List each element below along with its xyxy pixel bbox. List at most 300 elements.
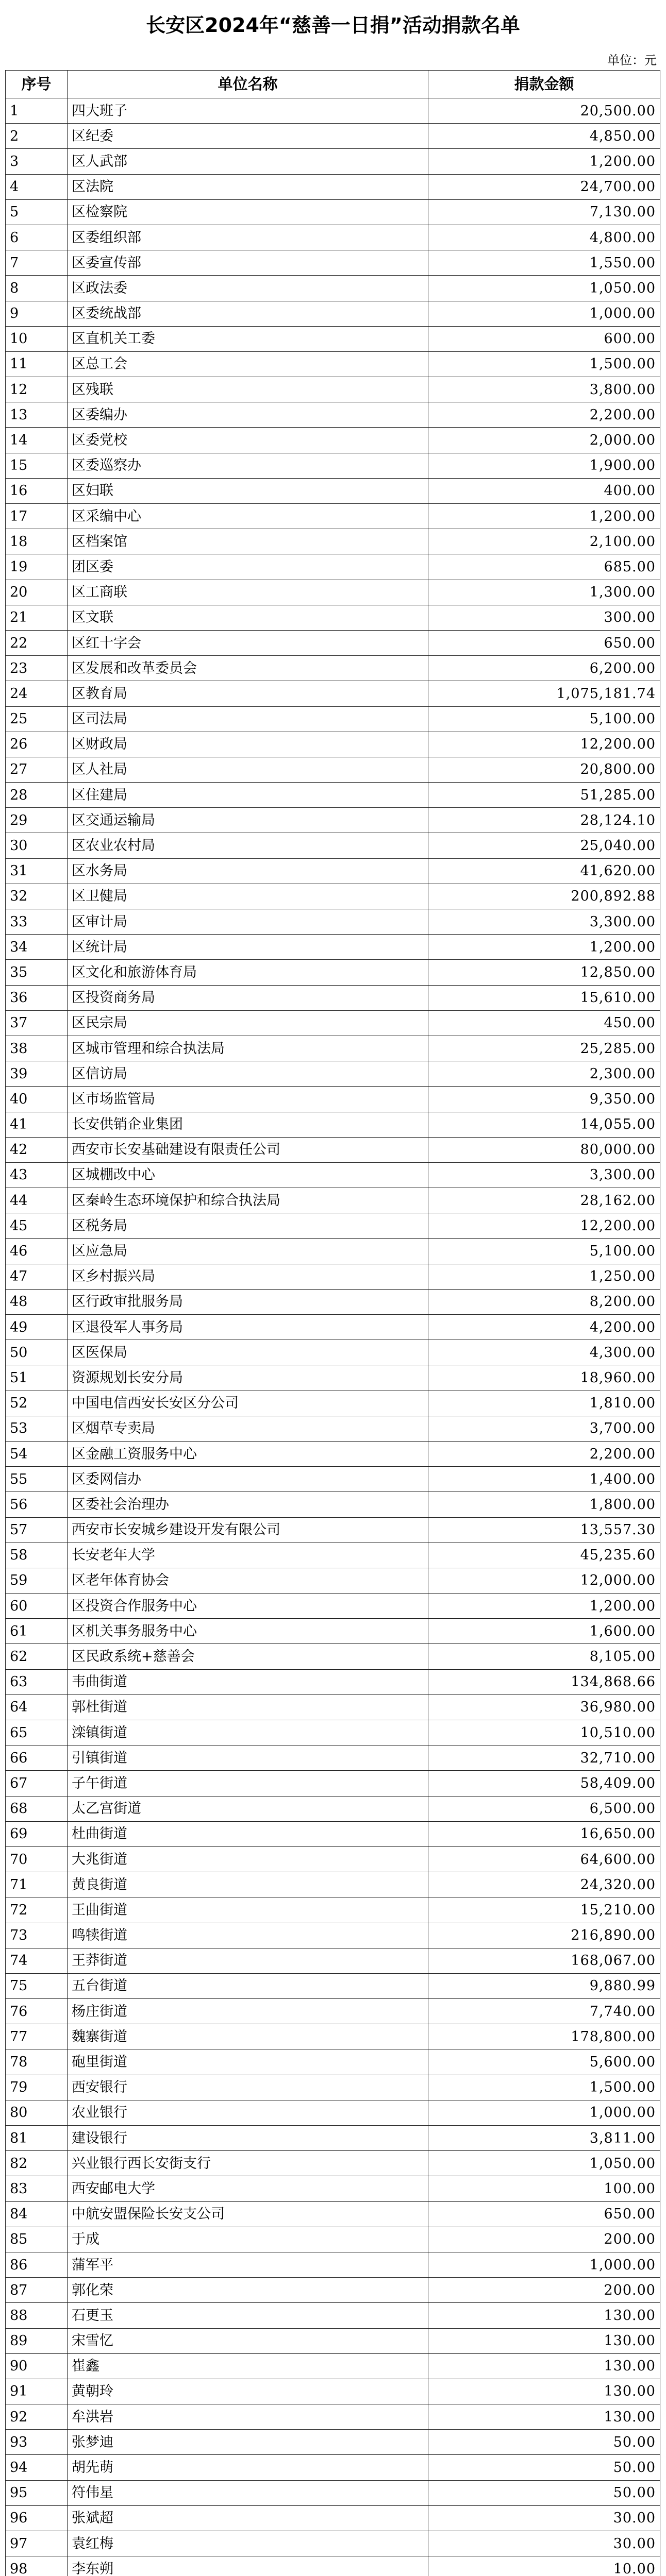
- table-row: [6, 706, 660, 732]
- table-row: [6, 301, 660, 326]
- row-amount: 8,105.00: [428, 1644, 660, 1669]
- table-row: [6, 1897, 660, 1923]
- row-amount: 80,000.00: [428, 1137, 660, 1162]
- table-row: [6, 2353, 660, 2379]
- row-amount: 16,650.00: [428, 1821, 660, 1846]
- row-name: 王曲街道: [68, 1897, 428, 1923]
- row-name: 区民政系统+慈善会: [68, 1644, 428, 1669]
- row-seq: 83: [6, 2176, 68, 2201]
- table-row: [6, 326, 660, 351]
- row-seq: 76: [6, 1999, 68, 2024]
- row-amount: 1,200.00: [428, 935, 660, 960]
- table-row: [6, 605, 660, 630]
- row-seq: 90: [6, 2353, 68, 2379]
- row-amount: 1,800.00: [428, 1492, 660, 1517]
- table-row: [6, 909, 660, 935]
- row-amount: 50.00: [428, 2455, 660, 2480]
- row-amount: 5,100.00: [428, 1239, 660, 1264]
- row-amount: 1,050.00: [428, 276, 660, 301]
- row-amount: 1,500.00: [428, 2075, 660, 2100]
- row-name: 区委党校: [68, 428, 428, 453]
- row-name: 区烟草专卖局: [68, 1416, 428, 1441]
- table-row: [6, 1010, 660, 1036]
- row-seq: 34: [6, 935, 68, 960]
- table-row: [6, 2430, 660, 2455]
- table-row: [6, 2556, 660, 2576]
- row-amount: 3,700.00: [428, 1416, 660, 1441]
- row-amount: 130.00: [428, 2353, 660, 2379]
- row-amount: 2,000.00: [428, 428, 660, 453]
- row-seq: 77: [6, 2024, 68, 2049]
- table-row: [6, 1619, 660, 1644]
- row-amount: 45,235.60: [428, 1543, 660, 1568]
- row-seq: 59: [6, 1568, 68, 1593]
- row-name: 兴业银行西长安街支行: [68, 2151, 428, 2176]
- row-name: 韦曲街道: [68, 1669, 428, 1694]
- row-name: 郭杜街道: [68, 1694, 428, 1720]
- row-amount: 64,600.00: [428, 1846, 660, 1872]
- row-amount: 6,500.00: [428, 1796, 660, 1821]
- table-row: [6, 554, 660, 580]
- row-seq: 94: [6, 2455, 68, 2480]
- row-amount: 1,400.00: [428, 1467, 660, 1492]
- row-name: 区纪委: [68, 124, 428, 149]
- header-seq: 序号: [6, 71, 68, 98]
- table-row: [6, 1973, 660, 1998]
- row-seq: 47: [6, 1264, 68, 1289]
- table-row: [6, 1315, 660, 1340]
- row-name: 区交通运输局: [68, 808, 428, 833]
- row-name: 滦镇街道: [68, 1720, 428, 1745]
- table-row: [6, 1543, 660, 1568]
- row-name: 崔鑫: [68, 2353, 428, 2379]
- table-row: [6, 656, 660, 681]
- row-name: 魏寨街道: [68, 2024, 428, 2049]
- table-row: [6, 2151, 660, 2176]
- row-seq: 20: [6, 580, 68, 605]
- row-name: 区档案馆: [68, 529, 428, 554]
- table-row: [6, 1416, 660, 1441]
- row-amount: 650.00: [428, 2201, 660, 2227]
- row-amount: 50.00: [428, 2480, 660, 2505]
- row-name: 区人武部: [68, 149, 428, 174]
- row-seq: 95: [6, 2480, 68, 2505]
- row-seq: 38: [6, 1036, 68, 1061]
- row-name: 区采编中心: [68, 504, 428, 529]
- row-name: 区退役军人事务局: [68, 1315, 428, 1340]
- row-seq: 21: [6, 605, 68, 630]
- row-seq: 4: [6, 174, 68, 199]
- row-amount: 10,510.00: [428, 1720, 660, 1745]
- row-amount: 8,200.00: [428, 1289, 660, 1314]
- row-name: 区委编办: [68, 402, 428, 428]
- row-name: 区红十字会: [68, 630, 428, 655]
- table-row: [6, 2455, 660, 2480]
- row-amount: 685.00: [428, 554, 660, 580]
- table-row: [6, 2278, 660, 2303]
- table-row: [6, 225, 660, 250]
- row-name: 区乡村振兴局: [68, 1264, 428, 1289]
- row-amount: 6,200.00: [428, 656, 660, 681]
- table-row: [6, 2201, 660, 2227]
- row-amount: 2,300.00: [428, 1061, 660, 1087]
- row-amount: 20,500.00: [428, 98, 660, 124]
- table-row: [6, 1568, 660, 1593]
- row-seq: 35: [6, 960, 68, 985]
- row-amount: 4,850.00: [428, 124, 660, 149]
- row-amount: 2,100.00: [428, 529, 660, 554]
- row-amount: 130.00: [428, 2328, 660, 2353]
- table-row: [6, 478, 660, 503]
- table-row: [6, 199, 660, 225]
- row-name: 石更玉: [68, 2303, 428, 2328]
- table-row: [6, 580, 660, 605]
- row-name: 区信访局: [68, 1061, 428, 1087]
- page-title: 长安区2024年“慈善一日捐”活动捐款名单: [146, 14, 520, 37]
- row-name: 区水务局: [68, 858, 428, 884]
- row-name: 区金融工资服务中心: [68, 1441, 428, 1466]
- table-row: [6, 402, 660, 428]
- row-name: 区教育局: [68, 681, 428, 706]
- row-name: 区委统战部: [68, 301, 428, 326]
- row-amount: 15,210.00: [428, 1897, 660, 1923]
- row-name: 区老年体育协会: [68, 1568, 428, 1593]
- row-name: 四大班子: [68, 98, 428, 124]
- row-name: 建设银行: [68, 2126, 428, 2151]
- table-row: [6, 2100, 660, 2125]
- row-amount: 12,200.00: [428, 732, 660, 757]
- row-seq: 86: [6, 2252, 68, 2277]
- table-row: [6, 1745, 660, 1771]
- table-row: [6, 1594, 660, 1619]
- row-name: 李东朔: [68, 2556, 428, 2576]
- row-amount: 7,740.00: [428, 1999, 660, 2024]
- row-seq: 45: [6, 1213, 68, 1239]
- row-seq: 1: [6, 98, 68, 124]
- header-name: 单位名称: [68, 71, 428, 98]
- row-name: 农业银行: [68, 2100, 428, 2125]
- table-row: [6, 808, 660, 833]
- table-row: [6, 985, 660, 1010]
- row-name: 区总工会: [68, 351, 428, 377]
- table-row: [6, 2176, 660, 2201]
- row-amount: 1,075,181.74: [428, 681, 660, 706]
- row-seq: 31: [6, 858, 68, 884]
- row-name: 区司法局: [68, 706, 428, 732]
- row-name: 大兆街道: [68, 1846, 428, 1872]
- row-seq: 85: [6, 2227, 68, 2252]
- row-amount: 12,200.00: [428, 1213, 660, 1239]
- table-row: [6, 351, 660, 377]
- row-amount: 400.00: [428, 478, 660, 503]
- row-seq: 7: [6, 250, 68, 276]
- table-row: [6, 1239, 660, 1264]
- table-row: [6, 1669, 660, 1694]
- row-name: 符伟星: [68, 2480, 428, 2505]
- row-name: 西安市长安城乡建设开发有限公司: [68, 1517, 428, 1543]
- row-seq: 32: [6, 884, 68, 909]
- row-name: 长安供销企业集团: [68, 1112, 428, 1137]
- row-seq: 49: [6, 1315, 68, 1340]
- row-seq: 98: [6, 2556, 68, 2576]
- row-seq: 64: [6, 1694, 68, 1720]
- row-name: 杨庄街道: [68, 1999, 428, 2024]
- row-seq: 14: [6, 428, 68, 453]
- table-row: [6, 1467, 660, 1492]
- row-name: 区文化和旅游体育局: [68, 960, 428, 985]
- row-seq: 27: [6, 757, 68, 782]
- row-amount: 24,320.00: [428, 1872, 660, 1897]
- donation-table: [5, 70, 660, 2576]
- table-row: [6, 681, 660, 706]
- row-seq: 2: [6, 124, 68, 149]
- row-name: 区委社会治理办: [68, 1492, 428, 1517]
- row-name: 区政法委: [68, 276, 428, 301]
- table-row: [6, 428, 660, 453]
- table-row: [6, 1694, 660, 1720]
- table-row: [6, 1188, 660, 1213]
- table-row: [6, 2480, 660, 2505]
- row-name: 区委巡察办: [68, 453, 428, 478]
- row-amount: 650.00: [428, 630, 660, 655]
- row-name: 区检察院: [68, 199, 428, 225]
- row-name: 区卫健局: [68, 884, 428, 909]
- table-row: [6, 1340, 660, 1365]
- table-row: [6, 504, 660, 529]
- row-seq: 71: [6, 1872, 68, 1897]
- table-row: [6, 1796, 660, 1821]
- row-seq: 41: [6, 1112, 68, 1137]
- row-name: 区人社局: [68, 757, 428, 782]
- row-name: 资源规划长安分局: [68, 1365, 428, 1391]
- row-seq: 91: [6, 2379, 68, 2404]
- row-name: 区应急局: [68, 1239, 428, 1264]
- row-name: 王莽街道: [68, 1948, 428, 1973]
- row-seq: 9: [6, 301, 68, 326]
- row-amount: 1,000.00: [428, 2100, 660, 2125]
- table-row: [6, 1162, 660, 1188]
- table-row: [6, 2075, 660, 2100]
- table-body: [6, 98, 660, 2576]
- table-row: [6, 2404, 660, 2430]
- row-name: 西安市长安基础建设有限责任公司: [68, 1137, 428, 1162]
- row-seq: 68: [6, 1796, 68, 1821]
- row-amount: 178,800.00: [428, 2024, 660, 2049]
- row-seq: 84: [6, 2201, 68, 2227]
- row-seq: 39: [6, 1061, 68, 1087]
- row-seq: 96: [6, 2505, 68, 2531]
- row-seq: 37: [6, 1010, 68, 1036]
- row-name: 黄朝玲: [68, 2379, 428, 2404]
- row-amount: 30.00: [428, 2505, 660, 2531]
- row-seq: 50: [6, 1340, 68, 1365]
- row-amount: 14,055.00: [428, 1112, 660, 1137]
- row-seq: 89: [6, 2328, 68, 2353]
- table-row: [6, 732, 660, 757]
- row-seq: 65: [6, 1720, 68, 1745]
- row-name: 区审计局: [68, 909, 428, 935]
- row-amount: 4,800.00: [428, 225, 660, 250]
- row-seq: 30: [6, 833, 68, 858]
- table-row: [6, 1872, 660, 1897]
- table-row: [6, 1999, 660, 2024]
- row-amount: 1,550.00: [428, 250, 660, 276]
- row-seq: 19: [6, 554, 68, 580]
- table-row: [6, 1289, 660, 1314]
- table-row: [6, 2024, 660, 2049]
- table-row: [6, 2252, 660, 2277]
- table-row: [6, 174, 660, 199]
- row-name: 区秦岭生态环境保护和综合执法局: [68, 1188, 428, 1213]
- table-row: [6, 858, 660, 884]
- table-row: [6, 884, 660, 909]
- row-amount: 168,067.00: [428, 1948, 660, 1973]
- row-name: 区民宗局: [68, 1010, 428, 1036]
- row-name: 区统计局: [68, 935, 428, 960]
- row-seq: 55: [6, 1467, 68, 1492]
- table-row: [6, 124, 660, 149]
- row-amount: 2,200.00: [428, 1441, 660, 1466]
- table-row: [6, 833, 660, 858]
- table-row: [6, 1771, 660, 1796]
- row-seq: 48: [6, 1289, 68, 1314]
- row-amount: 25,040.00: [428, 833, 660, 858]
- row-amount: 2,200.00: [428, 402, 660, 428]
- row-name: 区投资商务局: [68, 985, 428, 1010]
- row-name: 区法院: [68, 174, 428, 199]
- table-row: [6, 2049, 660, 2075]
- row-seq: 78: [6, 2049, 68, 2075]
- table-row: [6, 960, 660, 985]
- row-seq: 63: [6, 1669, 68, 1694]
- row-seq: 3: [6, 149, 68, 174]
- table-row: [6, 377, 660, 402]
- row-amount: 28,162.00: [428, 1188, 660, 1213]
- row-seq: 6: [6, 225, 68, 250]
- row-name: 中国电信西安长安区分公司: [68, 1391, 428, 1416]
- row-seq: 18: [6, 529, 68, 554]
- row-name: 区委组织部: [68, 225, 428, 250]
- table-row: [6, 1821, 660, 1846]
- row-amount: 1,810.00: [428, 1391, 660, 1416]
- row-name: 区医保局: [68, 1340, 428, 1365]
- table-row: [6, 1644, 660, 1669]
- table-row: [6, 276, 660, 301]
- row-name: 区直机关工委: [68, 326, 428, 351]
- row-seq: 61: [6, 1619, 68, 1644]
- row-amount: 5,100.00: [428, 706, 660, 732]
- row-amount: 36,980.00: [428, 1694, 660, 1720]
- row-seq: 93: [6, 2430, 68, 2455]
- row-seq: 12: [6, 377, 68, 402]
- table-row: [6, 630, 660, 655]
- table-row: [6, 2531, 660, 2556]
- row-name: 长安老年大学: [68, 1543, 428, 1568]
- row-amount: 1,300.00: [428, 580, 660, 605]
- row-name: 区城棚改中心: [68, 1162, 428, 1188]
- table-row: [6, 1391, 660, 1416]
- table-row: [6, 1061, 660, 1087]
- row-amount: 1,500.00: [428, 351, 660, 377]
- table-row: [6, 2303, 660, 2328]
- row-name: 五台街道: [68, 1973, 428, 1998]
- row-amount: 200.00: [428, 2278, 660, 2303]
- row-amount: 32,710.00: [428, 1745, 660, 1771]
- row-seq: 15: [6, 453, 68, 478]
- row-name: 区委网信办: [68, 1467, 428, 1492]
- row-name: 西安银行: [68, 2075, 428, 2100]
- row-seq: 75: [6, 1973, 68, 1998]
- table-row: [6, 1264, 660, 1289]
- row-amount: 58,409.00: [428, 1771, 660, 1796]
- row-name: 中航安盟保险长安支公司: [68, 2201, 428, 2227]
- row-seq: 72: [6, 1897, 68, 1923]
- table-row: [6, 783, 660, 808]
- row-amount: 1,050.00: [428, 2151, 660, 2176]
- row-seq: 52: [6, 1391, 68, 1416]
- row-name: 张梦迪: [68, 2430, 428, 2455]
- table-row: [6, 1846, 660, 1872]
- row-seq: 87: [6, 2278, 68, 2303]
- row-seq: 33: [6, 909, 68, 935]
- row-name: 袁红梅: [68, 2531, 428, 2556]
- row-seq: 58: [6, 1543, 68, 1568]
- row-amount: 216,890.00: [428, 1923, 660, 1948]
- row-seq: 70: [6, 1846, 68, 1872]
- row-amount: 30.00: [428, 2531, 660, 2556]
- row-name: 区行政审批服务局: [68, 1289, 428, 1314]
- row-name: 区机关事务服务中心: [68, 1619, 428, 1644]
- table-row: [6, 1213, 660, 1239]
- table-row: [6, 2126, 660, 2151]
- row-name: 区财政局: [68, 732, 428, 757]
- row-seq: 60: [6, 1594, 68, 1619]
- table-row: [6, 453, 660, 478]
- row-amount: 1,200.00: [428, 1594, 660, 1619]
- row-name: 区工商联: [68, 580, 428, 605]
- row-seq: 74: [6, 1948, 68, 1973]
- row-seq: 54: [6, 1441, 68, 1466]
- row-seq: 57: [6, 1517, 68, 1543]
- row-name: 区农业农村局: [68, 833, 428, 858]
- row-amount: 3,800.00: [428, 377, 660, 402]
- row-amount: 1,600.00: [428, 1619, 660, 1644]
- row-seq: 73: [6, 1923, 68, 1948]
- row-seq: 40: [6, 1087, 68, 1112]
- row-seq: 23: [6, 656, 68, 681]
- row-seq: 88: [6, 2303, 68, 2328]
- row-seq: 10: [6, 326, 68, 351]
- row-amount: 5,600.00: [428, 2049, 660, 2075]
- row-name: 区委宣传部: [68, 250, 428, 276]
- row-seq: 56: [6, 1492, 68, 1517]
- row-amount: 18,960.00: [428, 1365, 660, 1391]
- row-name: 砲里街道: [68, 2049, 428, 2075]
- row-seq: 16: [6, 478, 68, 503]
- row-seq: 69: [6, 1821, 68, 1846]
- row-amount: 100.00: [428, 2176, 660, 2201]
- row-name: 区发展和改革委员会: [68, 656, 428, 681]
- row-seq: 22: [6, 630, 68, 655]
- row-seq: 43: [6, 1162, 68, 1188]
- row-amount: 3,300.00: [428, 909, 660, 935]
- row-name: 蒲军平: [68, 2252, 428, 2277]
- table-row: [6, 2227, 660, 2252]
- row-seq: 82: [6, 2151, 68, 2176]
- table-row: [6, 1948, 660, 1973]
- row-seq: 92: [6, 2404, 68, 2430]
- row-seq: 36: [6, 985, 68, 1010]
